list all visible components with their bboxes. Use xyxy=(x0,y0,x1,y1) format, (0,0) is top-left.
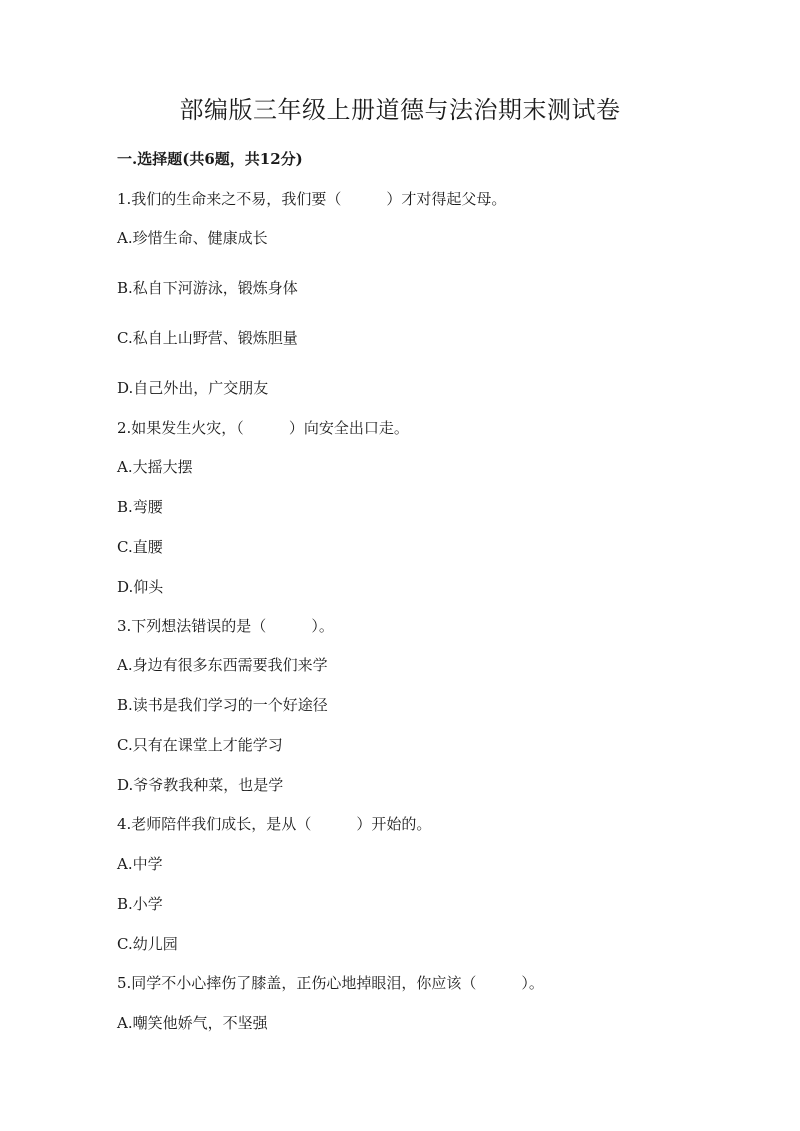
question-2-option-c: C.直腰 xyxy=(117,538,163,556)
question-1-option-a: A.珍惜生命、健康成长 xyxy=(117,229,268,247)
page-title: 部编版三年级上册道德与法治期末测试卷 xyxy=(179,96,621,124)
question-4-option-c: C.幼儿园 xyxy=(117,935,178,953)
question-4-stem: 4.老师陪伴我们成长，是从（ ）开始的。 xyxy=(117,815,432,833)
question-3-option-d: D.爷爷教我种菜，也是学 xyxy=(117,776,284,794)
question-1-stem: 1.我们的生命来之不易，我们要（ ）才对得起父母。 xyxy=(117,190,507,208)
question-3-option-b: B.读书是我们学习的一个好途径 xyxy=(117,696,328,714)
question-4-option-a: A.中学 xyxy=(117,855,163,873)
question-3-option-c: C.只有在课堂上才能学习 xyxy=(117,736,283,754)
section-heading: 一.选择题(共6题，共12分) xyxy=(117,150,303,168)
question-2-option-a: A.大摇大摆 xyxy=(117,458,193,476)
question-1-option-b: B.私自下河游泳，锻炼身体 xyxy=(117,279,298,297)
question-5-stem: 5.同学不小心摔伤了膝盖，正伤心地掉眼泪，你应该（ ）。 xyxy=(117,974,544,992)
question-4-option-b: B.小学 xyxy=(117,895,163,913)
question-3-stem: 3.下列想法错误的是（ ）。 xyxy=(117,617,334,635)
question-3-option-a: A.身边有很多东西需要我们来学 xyxy=(117,656,328,674)
question-1-option-c: C.私自上山野营、锻炼胆量 xyxy=(117,329,298,347)
question-2-stem: 2.如果发生火灾，（ ）向安全出口走。 xyxy=(117,419,409,437)
question-1-option-d: D.自己外出，广交朋友 xyxy=(117,379,269,397)
question-2-option-b: B.弯腰 xyxy=(117,498,163,516)
question-2-option-d: D.仰头 xyxy=(117,578,164,596)
question-5-option-a: A.嘲笑他娇气，不坚强 xyxy=(117,1014,268,1032)
